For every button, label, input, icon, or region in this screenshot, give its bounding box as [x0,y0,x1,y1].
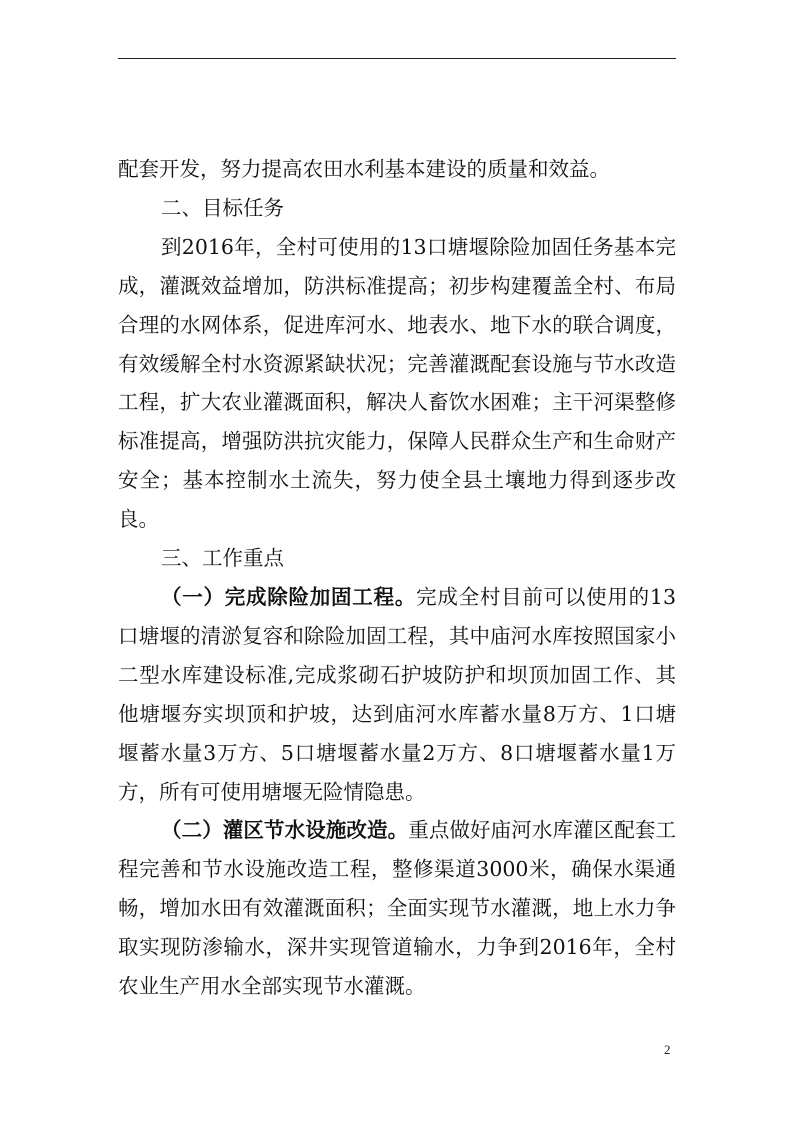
paragraph-continuation: 配套开发，努力提高农田水利基本建设的质量和效益。 [118,157,610,181]
header-rule [118,58,676,59]
page-number: 2 [664,1042,671,1057]
section-heading-priorities: 三、工作重点 [161,546,284,571]
paragraph-reinforcement [118,578,676,811]
paragraph-body-reinforcement: 完成全村目前可以使用的13口塘堰的清淤复容和除险加固工程，其中庙河水库按照国家小二型水库建设标准,完成浆砌石护坡防护和坝顶加固工作、其他塘堰夯实坝顶和护坡，达到庙河水库蓄水量8万方、1口塘堰蓄水量3万方、5口塘堰蓄水量2万方、8口塘堰蓄水量1万方，所有可使用塘堰无险情隐患。 [118,584,677,804]
document-body [118,150,676,1006]
paragraph-goals: 到2016年，全村可使用的13口塘堰除险加固任务基本完成，灌溉效益增加，防洪标准提高；初步构建覆盖全村、布局合理的水网体系，促进库河水、地表水、地下水的联合调度，有效缓解全村水资源紧缺状况；完善灌溉配套设施与节水改造工程，扩大农业灌溉面积，解决人畜饮水困难；主干河渠整修标准提高，增强防洪抗灾能力，保障人民群众生产和生命财产安全；基本控制水土流失，努力使全县土壤地力得到逐步改良。 [118,234,676,532]
paragraph-lead-irrigation: （二）灌区节水设施改造。 [161,818,409,843]
section-heading-goals: 二、目标任务 [161,195,284,220]
paragraph-body-irrigation: 重点做好庙河水库灌区配套工程完善和节水设施改造工程，整修渠道3000米，确保水渠通畅，增加水田有效灌溉面积；全面实现节水灌溉，地上水力争取实现防渗输水，深井实现管道输水，力争到2016年，全村农业生产用水全部实现节水灌溉。 [118,818,676,999]
paragraph-lead-reinforcement: （一）完成除险加固工程。 [161,584,417,609]
paragraph-irrigation [118,811,676,1006]
